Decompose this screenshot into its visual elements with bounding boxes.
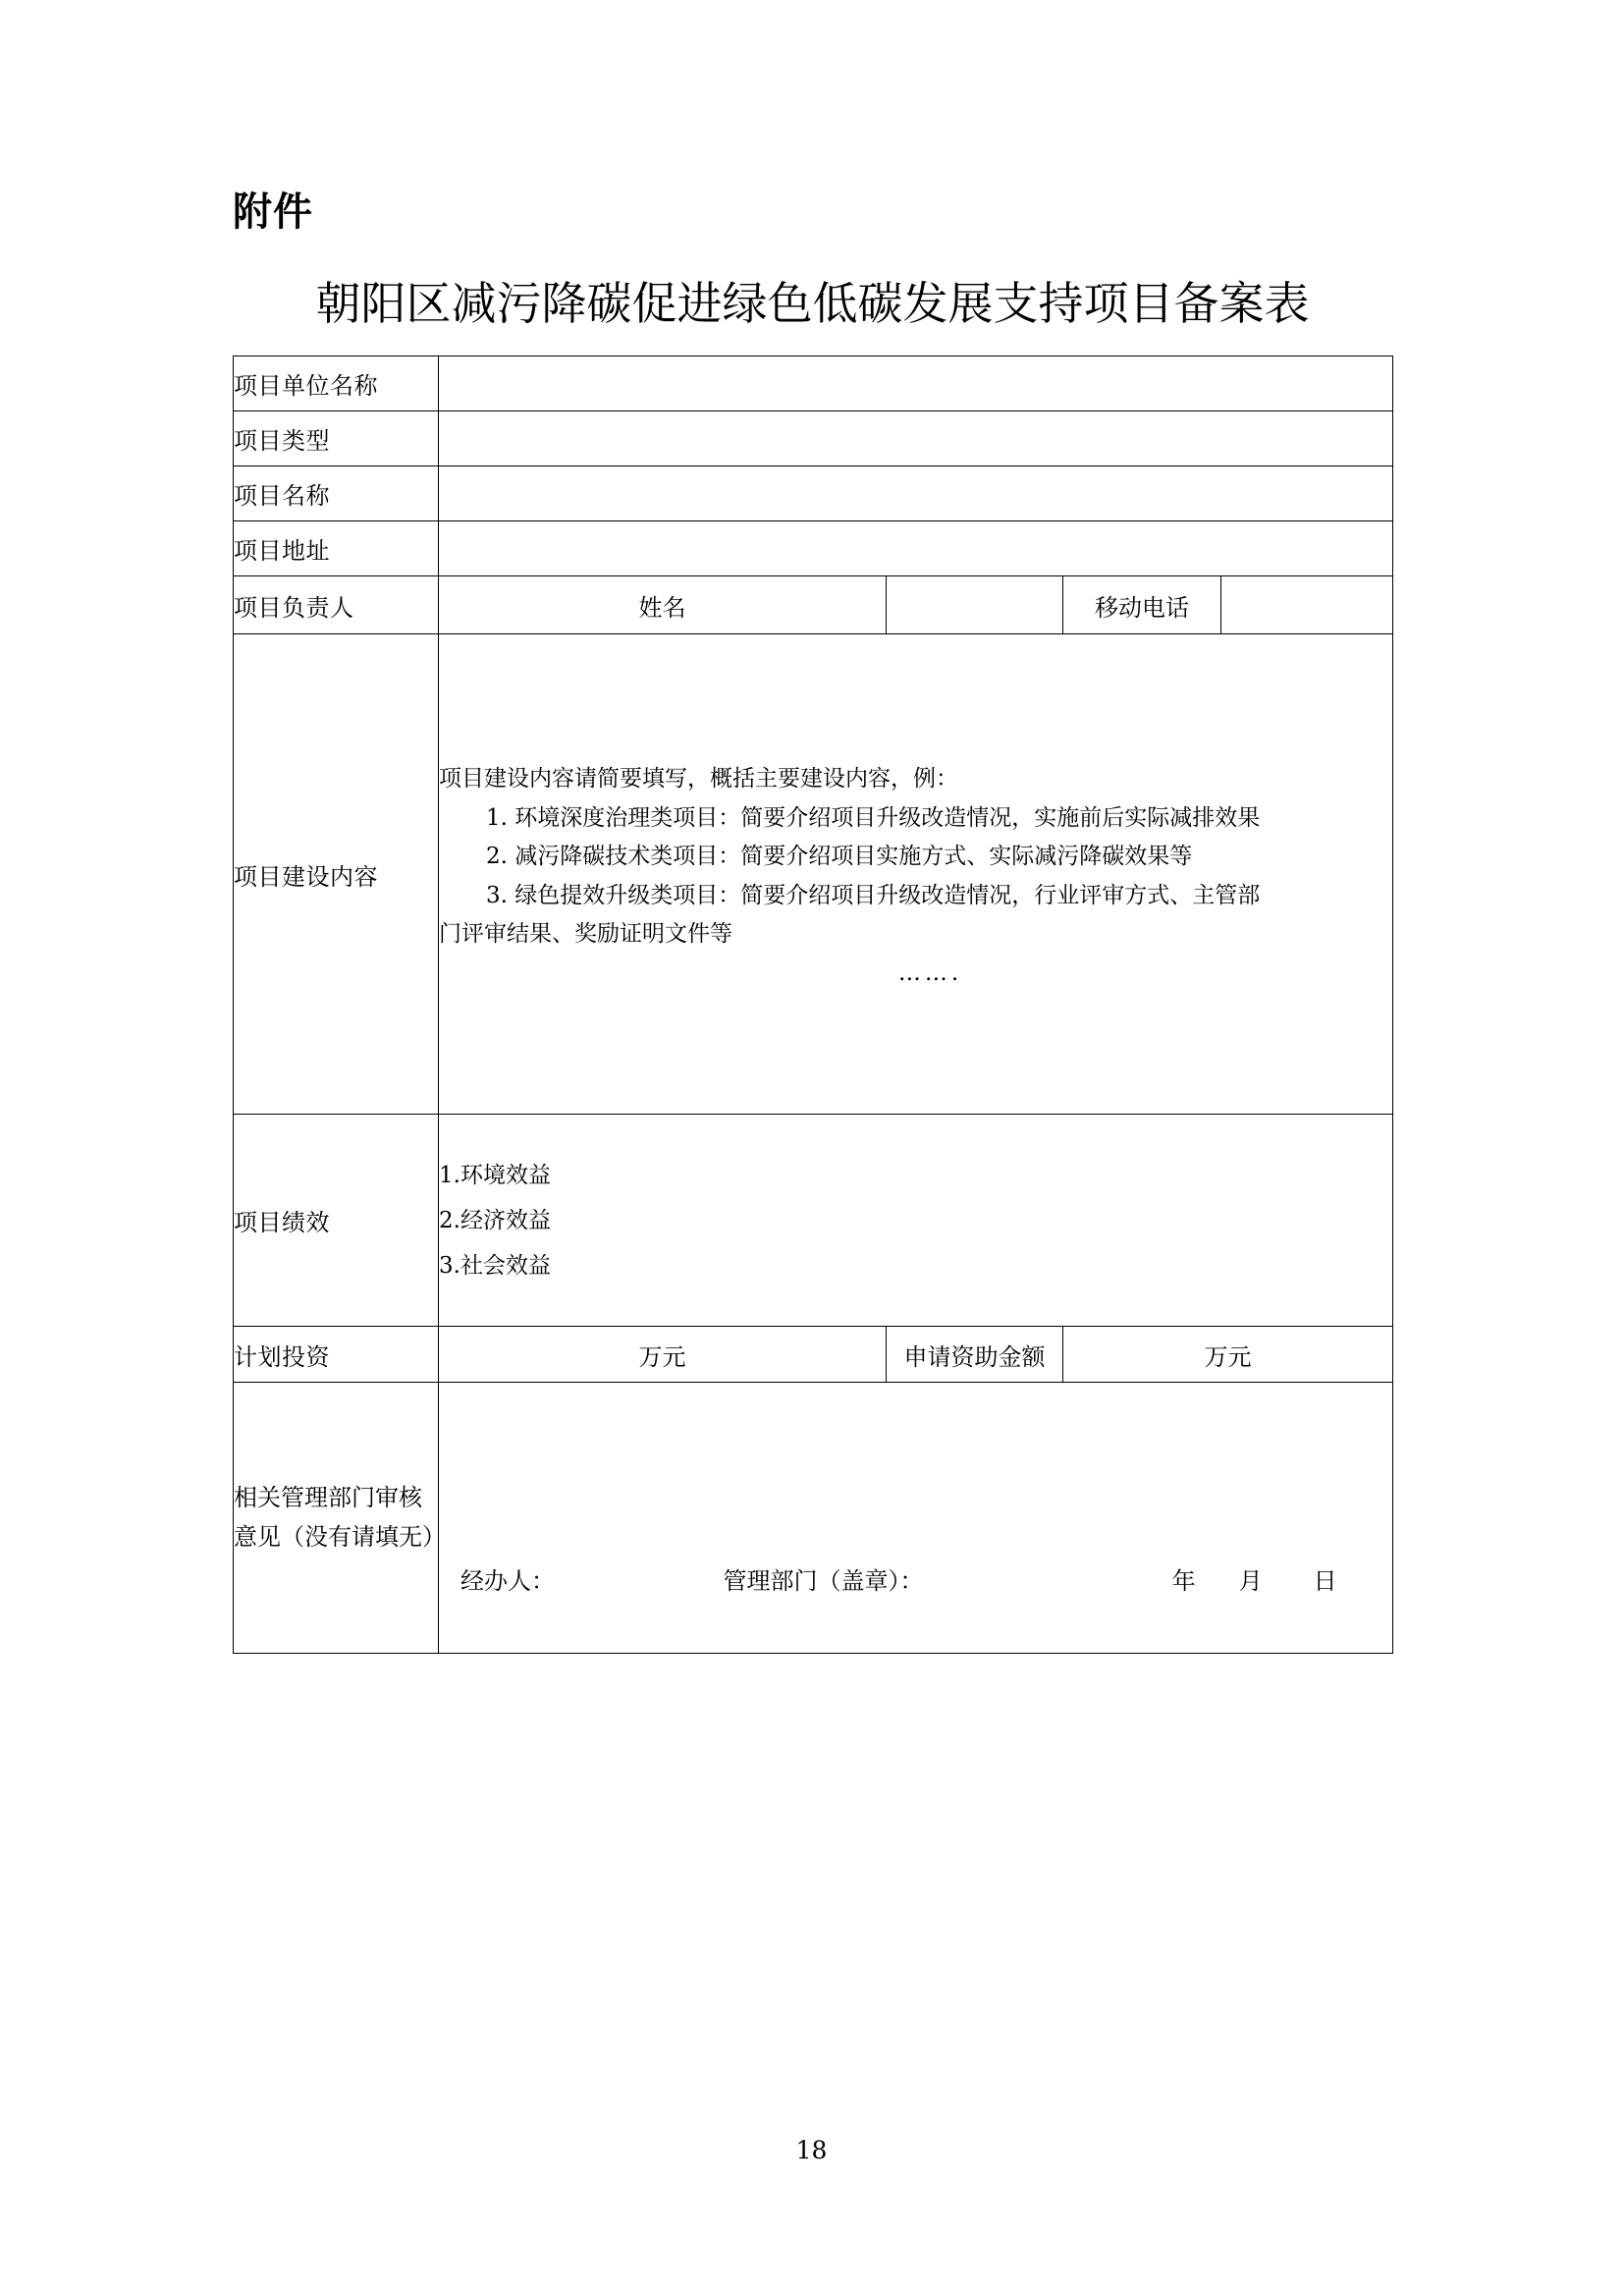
page-number: 18 bbox=[795, 2136, 828, 2164]
table-row-performance bbox=[234, 1115, 1393, 1327]
build-content-item-1: 1. 环境深度治理类项目：简要介绍项目升级改造情况，实施前后实际减排效果 bbox=[486, 804, 1261, 831]
signature-month: 月 bbox=[1238, 1567, 1263, 1595]
signature-day: 日 bbox=[1313, 1567, 1337, 1595]
table-row-project-type bbox=[234, 411, 1393, 466]
performance-line-1: 1.环境效益 bbox=[439, 1162, 551, 1188]
signature-department: 管理部门（盖章）： bbox=[723, 1567, 924, 1595]
field-project-type[interactable] bbox=[439, 411, 1393, 466]
field-performance[interactable] bbox=[439, 1115, 1393, 1327]
label-build-content: 项目建设内容 bbox=[234, 634, 439, 1115]
label-project-name: 项目名称 bbox=[234, 466, 439, 521]
table-row-project-owner bbox=[234, 576, 1393, 634]
build-content-text bbox=[439, 760, 1392, 993]
label-project-owner: 项目负责人 bbox=[234, 576, 439, 634]
build-content-item-3-cont: 门评审结果、奖励证明文件等 bbox=[439, 921, 732, 948]
table-row-unit-name bbox=[234, 356, 1393, 411]
field-unit-name[interactable] bbox=[439, 356, 1393, 411]
field-project-name[interactable] bbox=[439, 466, 1393, 521]
build-content-item-3: 3. 绿色提效升级类项目：简要介绍项目升级改造情况，行业评审方式、主管部 bbox=[486, 882, 1261, 908]
table-row-investment bbox=[234, 1327, 1393, 1383]
table-row-review-opinion bbox=[234, 1383, 1393, 1654]
table-row-project-name bbox=[234, 466, 1393, 521]
performance-line-3: 3.社会效益 bbox=[439, 1252, 551, 1279]
field-review-opinion[interactable] bbox=[439, 1383, 1393, 1654]
field-project-address[interactable] bbox=[439, 521, 1393, 576]
page-title: 朝阳区减污降碳促进绿色低碳发展支持项目备案表 bbox=[315, 277, 1310, 330]
field-build-content[interactable] bbox=[439, 634, 1393, 1115]
build-content-ellipsis: ……. bbox=[897, 959, 963, 986]
build-content-item-2: 2. 减污降碳技术类项目：简要介绍项目实施方式、实际减污降碳效果等 bbox=[486, 844, 1193, 870]
label-planned-investment: 计划投资 bbox=[234, 1327, 439, 1383]
label-performance: 项目绩效 bbox=[234, 1115, 439, 1327]
attachment-heading: 附件 bbox=[233, 190, 313, 235]
table-row-build-content bbox=[234, 634, 1393, 1115]
field-subsidy-request-unit[interactable]: 万元 bbox=[1063, 1327, 1393, 1383]
label-project-address: 项目地址 bbox=[234, 521, 439, 576]
label-owner-phone: 移动电话 bbox=[1095, 593, 1189, 622]
field-owner-phone[interactable] bbox=[1221, 576, 1393, 633]
signature-line bbox=[460, 1561, 1371, 1596]
label-subsidy-request: 申请资助金额 bbox=[887, 1327, 1063, 1383]
field-planned-investment-unit[interactable]: 万元 bbox=[439, 1327, 887, 1383]
label-project-type: 项目类型 bbox=[234, 411, 439, 466]
table-row-project-address bbox=[234, 521, 1393, 576]
label-owner-name: 姓名 bbox=[439, 576, 887, 634]
signature-year: 年 bbox=[1171, 1567, 1196, 1595]
project-record-form bbox=[233, 355, 1393, 1654]
label-unit-name: 项目单位名称 bbox=[234, 356, 439, 411]
build-content-lead: 项目建设内容请简要填写，概括主要建设内容，例： bbox=[439, 766, 958, 792]
owner-phone-group bbox=[1063, 576, 1393, 634]
label-review-opinion: 相关管理部门审核意见（没有请填无） bbox=[234, 1383, 439, 1654]
signature-handler: 经办人： bbox=[460, 1567, 555, 1595]
field-owner-name[interactable] bbox=[887, 576, 1063, 634]
performance-line-2: 2.经济效益 bbox=[439, 1207, 551, 1233]
